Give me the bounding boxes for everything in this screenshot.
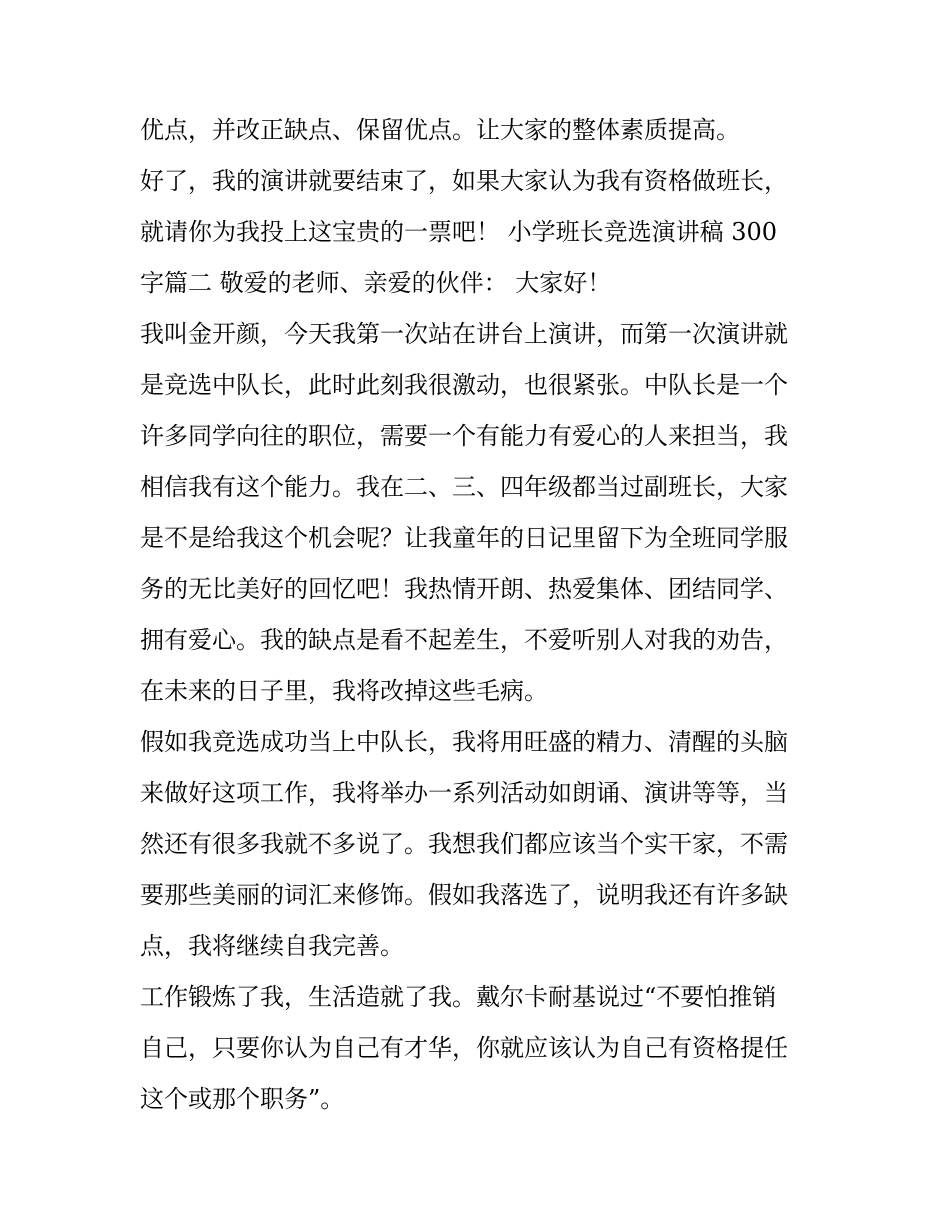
text-line: 是竞选中队长，此时此刻我很激动，也很紧张。中队长是一个 xyxy=(140,371,788,399)
text-line: 假如我竞选成功当上中队长，我将用旺盛的精力、清醒的头脑 xyxy=(140,728,788,756)
text-line: 优点，并改正缺点、保留优点。让大家的整体素质提高。 xyxy=(140,116,740,144)
text-line: 在未来的日子里，我将改掉这些毛病。 xyxy=(140,677,548,705)
text-line: 我叫金开颜，今天我第一次站在讲台上演讲，而第一次演讲就 xyxy=(140,320,788,348)
text-line: 就请你为我投上这宝贵的一票吧！ 小学班长竞选演讲稿 300 xyxy=(140,218,778,246)
text-line: 这个或那个职务”。 xyxy=(140,1085,345,1113)
document-body xyxy=(140,105,820,1125)
text-line: 工作锻炼了我，生活造就了我。戴尔卡耐基说过“不要怕推销 xyxy=(140,983,777,1011)
text-line: 点，我将继续自我完善。 xyxy=(140,932,404,960)
text-line: 相信我有这个能力。我在二、三、四年级都当过副班长，大家 xyxy=(140,473,788,501)
text-line: 要那些美丽的词汇来修饰。假如我落选了，说明我还有许多缺 xyxy=(140,881,788,909)
text-line: 来做好这项工作，我将举办一系列活动如朗诵、演讲等等，当 xyxy=(140,779,788,807)
text-line: 字篇二 敬爱的老师、亲爱的伙伴： 大家好！ xyxy=(140,269,612,297)
text-line: 务的无比美好的回忆吧！我热情开朗、热爱集体、团结同学、 xyxy=(140,575,788,603)
text-line: 是不是给我这个机会呢？让我童年的日记里留下为全班同学服 xyxy=(140,524,788,552)
text-line: 好了，我的演讲就要结束了，如果大家认为我有资格做班长， xyxy=(140,167,788,195)
text-line: 拥有爱心。我的缺点是看不起差生，不爱听别人对我的劝告， xyxy=(140,626,788,654)
text-line: 许多同学向往的职位，需要一个有能力有爱心的人来担当，我 xyxy=(140,422,788,450)
text-line: 自己，只要你认为自己有才华，你就应该认为自己有资格提任 xyxy=(140,1034,788,1062)
text-line: 然还有很多我就不多说了。我想我们都应该当个实干家，不需 xyxy=(140,830,788,858)
